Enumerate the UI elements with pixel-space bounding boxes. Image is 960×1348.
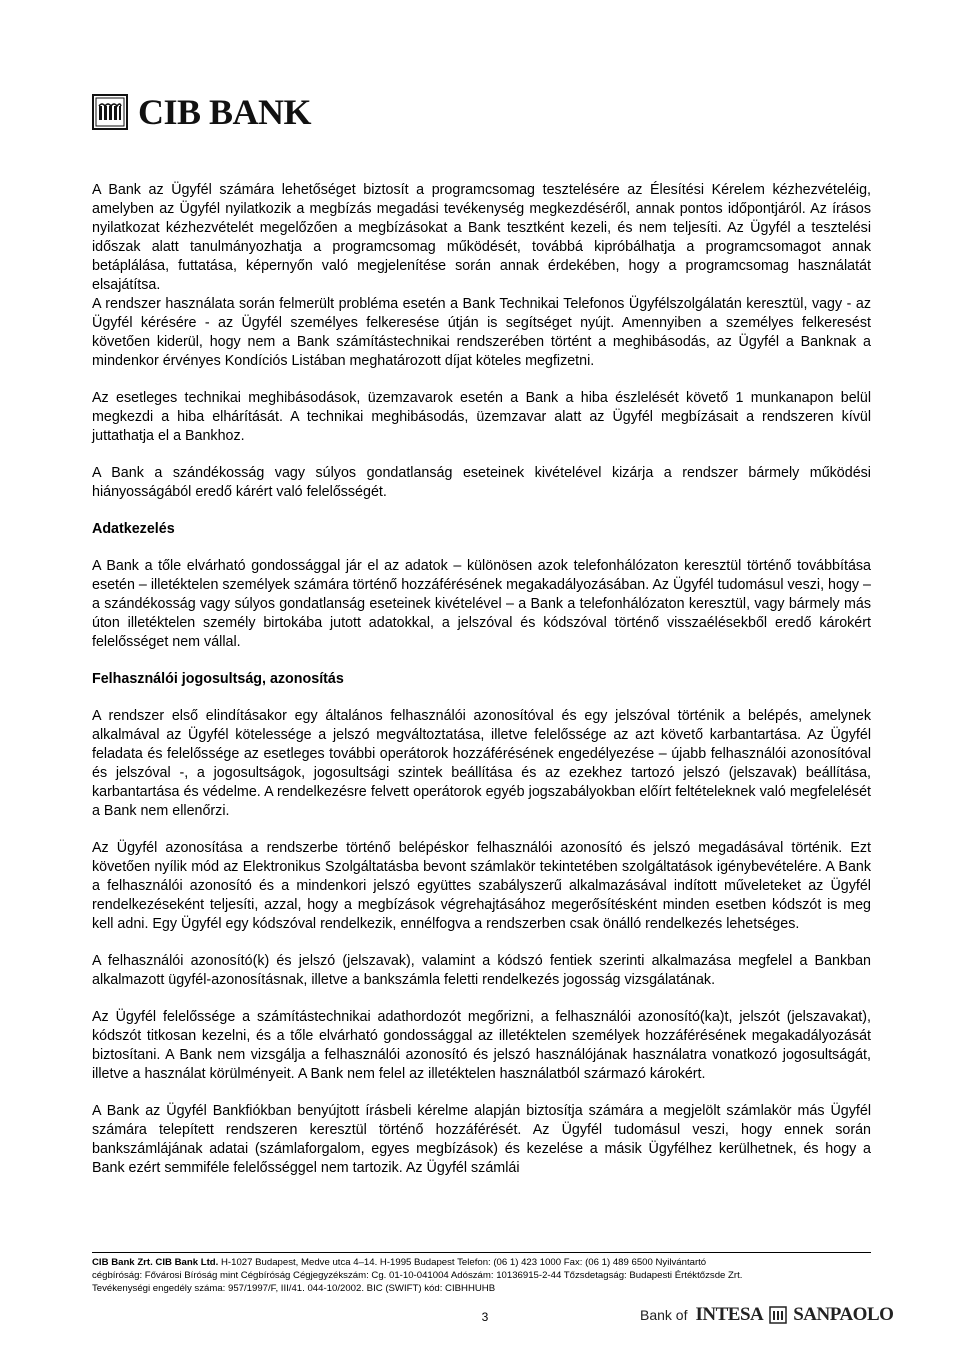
bank-name: CIB BANK	[138, 92, 312, 132]
cib-bank-logo	[92, 92, 311, 132]
paragraph-malfunction: Az esetleges technikai meghibásodások, üzemzavarok esetén a Bank a hiba észlelését követő 1 munkanapon belül megkezdi a hiba elhárítását. A technikai meghibásodás, üzemzavar alatt az Ügyfél megbízásait a rendszeren kívül juttathatja el a Bankhoz.	[92, 390, 871, 444]
parent-name-sanpaolo: SANPAOLO	[793, 1304, 894, 1325]
heading-user-rights: Felhasználói jogosultság, azonosítás	[92, 671, 344, 687]
paragraph-access: A Bank az Ügyfél Bankfiókban benyújtott írásbeli kérelme alapján biztosítja számára a megjelölt számlakör más Ügyfél számára telepített rendszeren keresztül történő hozzáférését. Az Ügyfél tudomásul veszi, hogy ennek során bankszámlájának adatai (számlaforgalom, egyes megbízások) és kezelése a másik Ügyfélhez kerülhetnek, és hogy a Bank ezért semmiféle felelősséggel nem tartozik. Az Ügyfél számlái	[92, 1103, 871, 1176]
parent-name-intesa: INTESA	[695, 1304, 764, 1325]
intesa-sanpaolo-logo	[640, 1303, 893, 1327]
footer-legal	[92, 1256, 892, 1295]
footer-company: CIB Bank Zrt. CIB Bank Ltd.	[92, 1257, 219, 1268]
paragraph-liability: A Bank a szándékosság vagy súlyos gondatlanság eseteinek kivételével kizárja a rendszer bármely működési hiányosságából eredő kárért való felelősségét.	[92, 465, 871, 500]
paragraph-testing: A Bank az Ügyfél számára lehetőséget biztosít a programcsomag tesztelésére az Élesítési Kérelem kézhezvételéig, amelyben az Ügyfél nyilatkozik a megbízás megadási tevékenység megkezdéséről, annak pontos időpontjáról. Az írásos nyilatkozat kézhezvételét megelőzően a megbízásokat a Bank tesztként kezeli, és nem teljesíti. Az Ügyfél a tesztelési időszak alatt tanulmányozhatja a programcsomag működését, továbbá kipróbálhatja a programcsomagot annak betáplálása, futtatása, képernyőn való megjelenítése során annak érdekében, hogy a programcsomag használatát elsajátítsa.	[92, 182, 871, 293]
footer-line-1	[92, 1256, 892, 1269]
footer-address: H-1027 Budapest, Medve utca 4–14. H-1995 Budapest Telefon: (06 1) 423 1000 Fax: (06 1) 489 6500 Nyilvántartó	[218, 1257, 707, 1268]
paragraph-first-login: A rendszer első elindításakor egy általános felhasználói azonosítóval és egy jelszóval történik a belépés, amelynek alkalmával az Ügyfél kötelessége a jelszó megváltoztatása, illetve felelőssége az azt követő karbantartása. Az Ügyfél feladata és felelőssége az esetleges további operátorok hozzáférésének engedélyezése – újabb felhasználói azonosítóval és jelszóval -, a jogosultságok, jogosultsági szintek beállítása és az ezekhez tartozó jelszó (jelszavak) beállítása, karbantartása és védelme. A rendelkezésre felvett operátorok egyéb jogszabályokban előírt feltételeknek való megfelelését a Bank nem ellenőrzi.	[92, 708, 871, 819]
cib-logo-mark-icon	[92, 94, 128, 130]
heading-data-handling: Adatkezelés	[92, 521, 175, 537]
paragraph-data-handling: A Bank a tőle elvárható gondossággal jár el az adatok – különösen azok telefonhálózaton keresztül történő továbbítása esetén – illetéktelen személyek számára történő hozzáférésének megakadályozásában. Az Ügyfél tudomásul veszi, hogy – a szándékosság vagy súlyos gondatlanság eseteinek kivételével – a Bank a telefonhálózaton keresztül, vagy bármely más úton illetéktelen személy birtokába jutott adatokkal, a jelszóval és kódszóval történő visszaélésekből eredő károkért felelősséget nem vállal.	[92, 558, 871, 650]
paragraph-identification: Az Ügyfél azonosítása a rendszerbe történő belépéskor felhasználói azonosító és jelszó megadásával történik. Ezt követően nyílik mód az Elektronikus Szolgáltatásba bevont számlakör tekintetében szolgáltatások igénybevételére. A Bank a felhasználói azonosító és a mindenkori jelszó együttes szabályszerű alkalmazásával indított műveleteket az Ügyfél rendelkezéseként teljesíti, azzal, hogy a megbízások végrehajtásához megerősítésként minden esetben kódszót is meg kell adni. Egy Ügyfél egy kódszóval rendelkezik, ennélfogva a rendszerben csak önálló rendelkezés lehetséges.	[92, 840, 871, 932]
intesa-mark-icon	[769, 1306, 787, 1324]
paragraph-credentials: A felhasználói azonosító(k) és jelszó (jelszavak), valamint a kódszó fentiek szerinti alkalmazása megfelel a Bankban alkalmazott ügyfél-azonosításnak, illetve a bankszámla feletti rendelkezés jogosság vizsgálatának.	[92, 953, 871, 988]
page-number: 3	[481, 1310, 489, 1324]
footer-divider	[92, 1252, 871, 1253]
document-body	[92, 181, 871, 1178]
parent-prefix: Bank of	[640, 1307, 688, 1323]
footer-line-2: cégbíróság: Fővárosi Bíróság mint Cégbíróság Cégjegyzékszám: Cg. 01-10-041004 Adószám: 10136915-2-44 Tőzsdetagság: Budapesti Értéktőzsde Zrt.	[92, 1270, 743, 1281]
paragraph-responsibility: Az Ügyfél felelőssége a számítástechnikai adathordozót megőrizni, a felhasználói azonosító(ka)t, jelszót (jelszavakat), kódszót titkosan kezelni, és a tőle elvárható gondossággal az illetéktelen személyek hozzáférésének megakadályozását biztosítani. A Bank nem vizsgálja a felhasználói azonosító és jelszó használójának használatra vonatkozó jogosultságát, illetve a használat körülményeit. A Bank nem felel az illetéktelen használatból származó károkért.	[92, 1009, 871, 1082]
paragraph-support: A rendszer használata során felmerült probléma esetén a Bank Technikai Telefonos Ügyfélszolgálatán keresztül, vagy - az Ügyfél kérésére - az Ügyfél személyes felkeresése útján is segítséget nyújt. Amennyiben a személyes felkeresést követően kiderül, hogy nem a Bank számítástechnikai rendszerében történt a meghibásodás, az Ügyfél a Banknak a mindenkor érvényes Kondíciós Listában meghatározott díjat köteles megfizetni.	[92, 296, 871, 369]
footer-line-3: Tevékenységi engedély száma: 957/1997/F, III/41. 044-10/2002. BIC (SWIFT) kód: CIBHHUHB	[92, 1283, 496, 1294]
